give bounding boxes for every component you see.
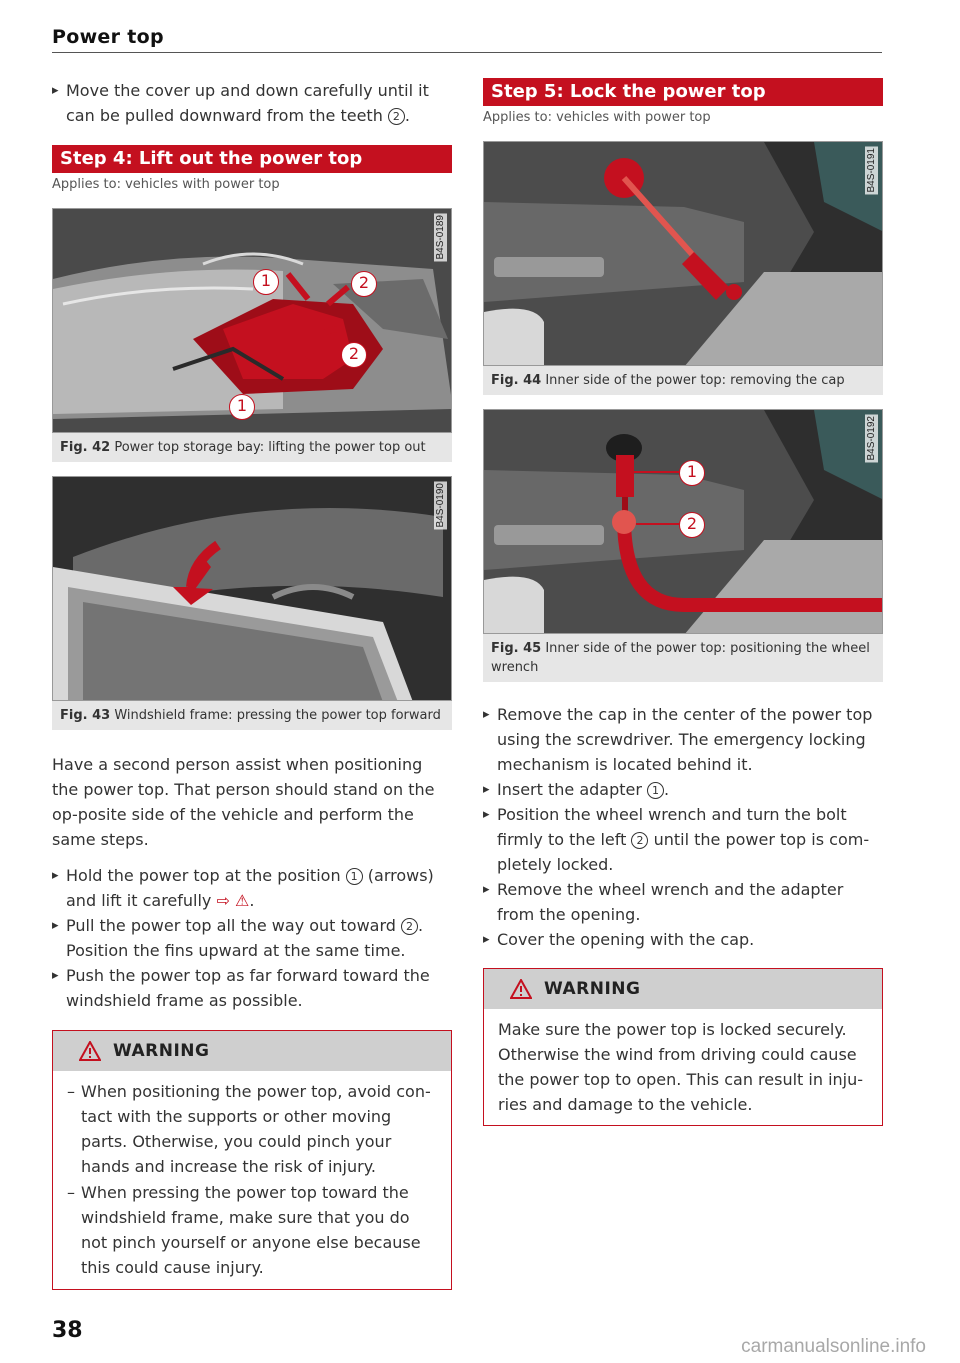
right-column xyxy=(483,78,883,1126)
figure-45-image xyxy=(483,409,883,634)
warning-item: – When pressing the power top toward the windshield frame, make sure that you do not pinch yourself or anyone else because this could cause injury. xyxy=(67,1180,439,1280)
instruction-item: ▸ Remove the cap in the center of the power top using the screwdriver. The emergency locking mechanism is located behind it. xyxy=(483,702,883,777)
figure-45-code: B4S-0192 xyxy=(866,416,877,461)
figure-43-label: Fig. 43 xyxy=(60,708,111,723)
warning-triangle-icon xyxy=(79,1041,101,1061)
warning-body: Make sure the power top is locked securely. Otherwise the wind from driving could cause the power top to open. This can result in inju-ries and damage to the vehicle. xyxy=(498,1020,864,1114)
remove-cap-illustration xyxy=(484,142,883,366)
step5-heading: Step 5: Lock the power top xyxy=(483,78,883,106)
header-divider xyxy=(52,52,882,53)
figure-42-label: Fig. 42 xyxy=(60,440,111,455)
warning-title: WARNING xyxy=(113,1041,210,1061)
intro-bullet: ▸ Move the cover up and down carefully until it can be pulled downward from the teeth 2 . xyxy=(52,78,452,128)
figure-43-caption: Fig. 43 Windshield frame: pressing the power top forward xyxy=(52,701,452,730)
instruction-item: ▸ Remove the wheel wrench and the adapter from the opening. xyxy=(483,877,883,927)
page-number: 38 xyxy=(52,1318,83,1343)
warning-box xyxy=(483,968,883,1126)
instruction-item: ▸ Hold the power top at the position 1 (arrows) and lift it carefully ⇨ ⚠. xyxy=(52,863,452,913)
callout-1: 1 xyxy=(253,269,279,295)
callout-number: 2 xyxy=(401,918,418,935)
step4-heading: Step 4: Lift out the power top xyxy=(52,145,452,173)
instruction-item: ▸ Cover the opening with the cap. xyxy=(483,927,883,952)
step5-section xyxy=(483,78,883,125)
callout-1: 1 xyxy=(229,394,255,420)
figure-44-code: B4S-0191 xyxy=(866,148,877,193)
figure-44 xyxy=(483,141,883,395)
warning-header xyxy=(484,969,882,1009)
callout-number: 1 xyxy=(346,868,363,885)
warning-item: – When positioning the power top, avoid con-tact with the supports or other moving parts. Otherwise, you could pinch your hands and increase the risk of injury. xyxy=(67,1079,439,1179)
step4-instructions xyxy=(52,863,452,1013)
warning-box xyxy=(52,1030,452,1290)
windshield-frame-illustration xyxy=(53,477,452,701)
callout-number: 2 xyxy=(388,108,405,125)
callout-number: 1 xyxy=(647,782,664,799)
page-header-title: Power top xyxy=(52,26,164,48)
figure-42-image xyxy=(52,208,452,433)
instruction-item: ▸ Position the wheel wrench and turn the bolt firmly to the left 2 until the power top is com-pletely locked. xyxy=(483,802,883,877)
arrow-right-icon: ⇨ xyxy=(216,891,230,910)
warning-title: WARNING xyxy=(544,979,641,999)
step5-applies: Applies to: vehicles with power top xyxy=(483,110,711,125)
callout-2: 2 xyxy=(351,271,377,297)
figure-45-label: Fig. 45 xyxy=(491,641,542,656)
assist-paragraph: Have a second person assist when positioning the power top. That person should stand on the op-posite side of the vehicle and perform the same steps. xyxy=(52,755,435,849)
callout-2: 2 xyxy=(341,342,367,368)
figure-43-image xyxy=(52,476,452,701)
figure-45 xyxy=(483,409,883,682)
watermark: carmanualsonline.info xyxy=(741,1336,926,1357)
figure-42-code: B4S-0189 xyxy=(435,215,446,260)
warning-triangle-icon xyxy=(510,979,532,999)
instruction-item: ▸ Push the power top as far forward toward the windshield frame as possible. xyxy=(52,963,452,1013)
left-column xyxy=(52,78,452,1290)
figure-45-caption: Fig. 45 Inner side of the power top: positioning the wheel wrench xyxy=(483,634,883,682)
page-header xyxy=(52,26,882,48)
instruction-item: ▸ Insert the adapter 1 . xyxy=(483,777,883,802)
warning-body xyxy=(53,1071,451,1289)
figure-42-caption: Fig. 42 Power top storage bay: lifting the power top out xyxy=(52,433,452,462)
figure-43-code: B4S-0190 xyxy=(435,483,446,528)
figure-43 xyxy=(52,476,452,730)
warning-header xyxy=(53,1031,451,1071)
figure-42 xyxy=(52,208,452,462)
warning-triangle-icon: ⚠ xyxy=(235,891,250,910)
instruction-item: ▸ Pull the power top all the way out toward 2 . Position the fins upward at the same time. xyxy=(52,913,452,963)
step4-applies: Applies to: vehicles with power top xyxy=(52,177,280,192)
callout-1: 1 xyxy=(679,460,705,486)
step5-instructions xyxy=(483,702,883,952)
figure-44-caption: Fig. 44 Inner side of the power top: removing the cap xyxy=(483,366,883,395)
callout-2: 2 xyxy=(679,512,705,538)
callout-number: 2 xyxy=(631,832,648,849)
figure-44-label: Fig. 44 xyxy=(491,373,542,388)
figure-44-image xyxy=(483,141,883,366)
step4-section xyxy=(52,145,452,192)
